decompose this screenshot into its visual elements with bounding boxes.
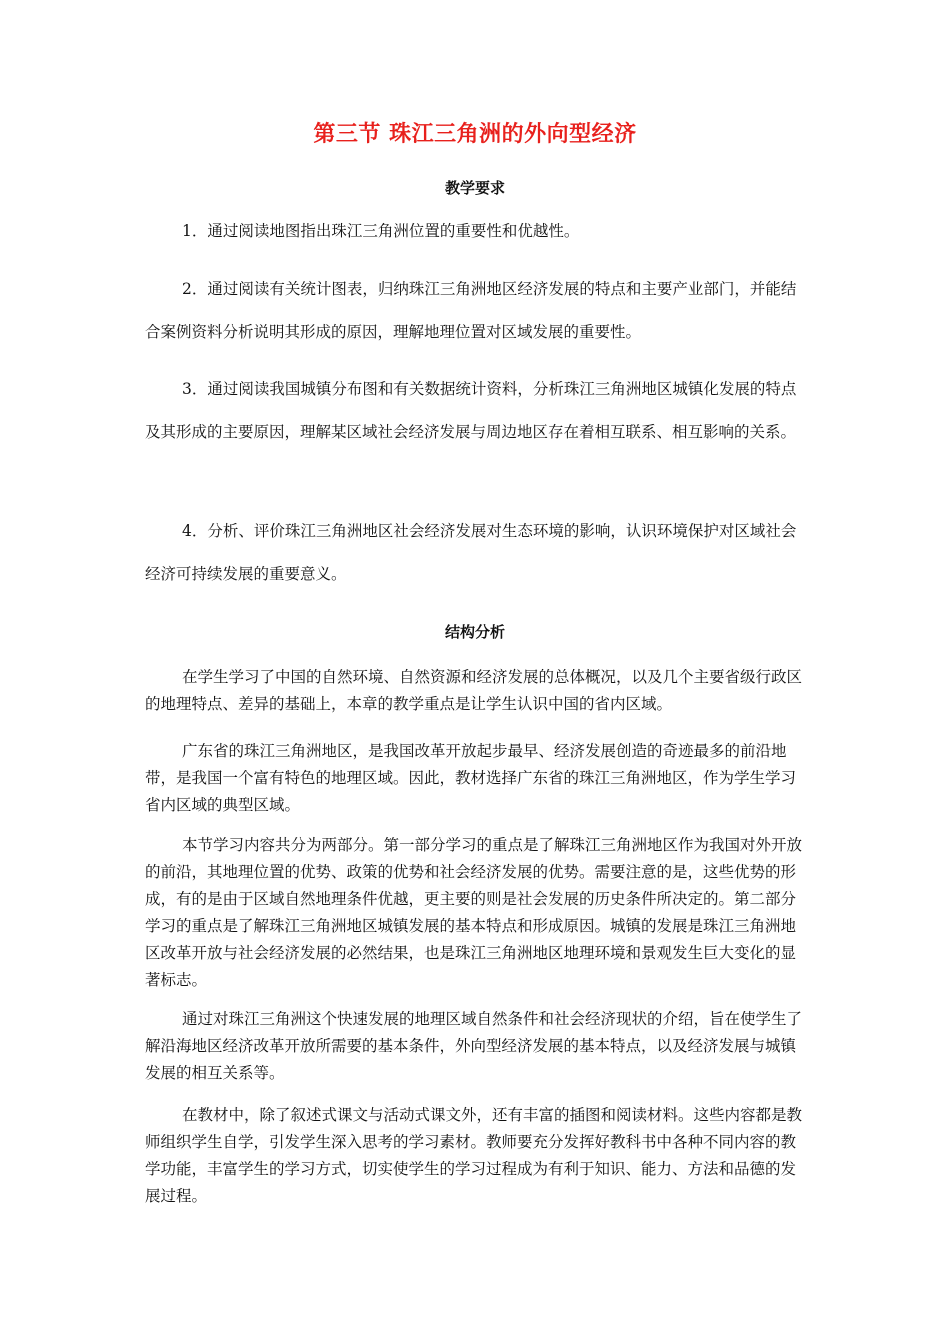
page-title: 第三节 珠江三角洲的外向型经济	[313, 122, 637, 147]
requirement-item-2: 2．通过阅读有关统计图表，归纳珠江三角洲地区经济发展的特点和主要产业部门，并能结合案例资料分析说明其形成的原因，理解地理位置对区域发展的重要性。	[145, 280, 797, 341]
analysis-paragraph-5: 在教材中，除了叙述式课文与活动式课文外，还有丰富的插图和阅读材料。这些内容都是教师组织学生自学，引发学生深入思考的学习素材。教师要充分发挥好教科书中各种不同内容的教学功能，丰富学生的学习方式，切实使学生的学习过程成为有利于知识、能力、方法和品德的发展过程。	[145, 1106, 803, 1205]
analysis-paragraph-4: 通过对珠江三角洲这个快速发展的地理区域自然条件和社会经济现状的介绍，旨在使学生了解沿海地区经济改革开放所需要的基本条件，外向型经济发展的基本特点，以及经济发展与城镇发展的相互关系等。	[145, 1010, 803, 1082]
requirement-item-4: 4．分析、评价珠江三角洲地区社会经济发展对生态环境的影响，认识环境保护对区域社会经济可持续发展的重要意义。	[145, 522, 797, 583]
analysis-paragraph-1: 在学生学习了中国的自然环境、自然资源和经济发展的总体概况，以及几个主要省级行政区的地理特点、差异的基础上，本章的教学重点是让学生认识中国的省内区域。	[145, 668, 803, 713]
requirement-item-1: 1．通过阅读地图指出珠江三角洲位置的重要性和优越性。	[182, 222, 580, 240]
analysis-paragraph-3: 本节学习内容共分为两部分。第一部分学习的重点是了解珠江三角洲地区作为我国对外开放的前沿，其地理位置的优势、政策的优势和社会经济发展的优势。需要注意的是，这些优势的形成，有的是由于区域自然地理条件优越，更主要的则是社会发展的历史条件所决定的。第二部分学习的重点是了解珠江三角洲地区城镇发展的基本特点和形成原因。城镇的发展是珠江三角洲地区改革开放与社会经济发展的必然结果，也是珠江三角洲地区地理环境和景观发生巨大变化的显著标志。	[145, 836, 803, 989]
requirement-item-3: 3．通过阅读我国城镇分布图和有关数据统计资料，分析珠江三角洲地区城镇化发展的特点及其形成的主要原因，理解某区域社会经济发展与周边地区存在着相互联系、相互影响的关系。	[145, 380, 797, 441]
section-heading-structure-analysis: 结构分析	[444, 623, 505, 641]
analysis-paragraph-2: 广东省的珠江三角洲地区，是我国改革开放起步最早、经济发展创造的奇迹最多的前沿地带，是我国一个富有特色的地理区域。因此，教材选择广东省的珠江三角洲地区，作为学生学习省内区域的典型区域。	[145, 742, 797, 814]
section-heading-teaching-requirements: 教学要求	[444, 179, 505, 197]
